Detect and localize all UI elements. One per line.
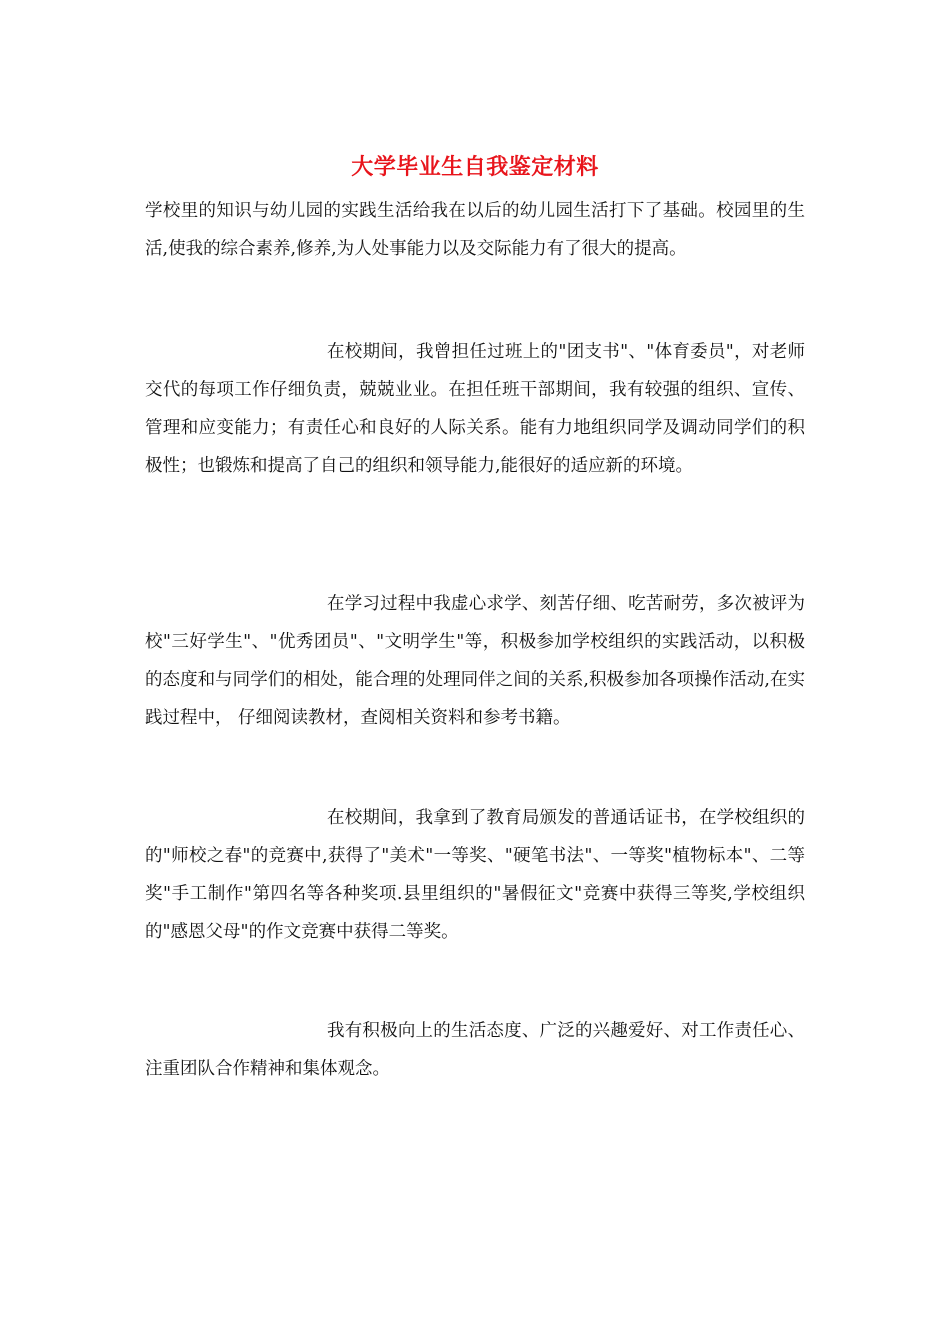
paragraph-intro: 学校里的知识与幼儿园的实践生活给我在以后的幼儿园生活打下了基础。校园里的生活,使我的综合素养,修养,为人处事能力以及交际能力有了很大的提高。 [145,201,805,259]
document-title: 大学毕业生自我鉴定材料 [351,155,599,180]
paragraph-class-duties: 在校期间，我曾担任过班上的"团支书"、"体育委员"，对老师交代的每项工作仔细负责，兢兢业业。在担任班干部期间，我有较强的组织、宣传、管理和应变能力；有责任心和良好的人际关系。能有力地组织同学及调动同学们的积极性；也锻炼和提高了自己的组织和领导能力,能很好的适应新的环境。 [145,342,805,476]
paragraph-study: 在学习过程中我虚心求学、刻苦仔细、吃苦耐劳，多次被评为校"三好学生"、"优秀团员"、"文明学生"等，积极参加学校组织的实践活动，以积极的态度和与同学们的相处，能合理的处理同伴之间的关系,积极参加各项操作活动,在实践过程中， 仔细阅读教材，查阅相关资料和参考书籍。 [145,594,805,728]
paragraph-awards: 在校期间，我拿到了教育局颁发的普通话证书，在学校组织的的"师校之春"的竞赛中,获得了"美术"一等奖、"硬笔书法"、一等奖"植物标本"、二等奖"手工制作"第四名等各种奖项.县里组织的"暑假征文"竞赛中获得三等奖,学校组织的"感恩父母"的作文竞赛中获得二等奖。 [145,808,805,942]
paragraph-attitude: 我有积极向上的生活态度、广泛的兴趣爱好、对工作责任心、注重团队合作精神和集体观念。 [145,1021,805,1079]
